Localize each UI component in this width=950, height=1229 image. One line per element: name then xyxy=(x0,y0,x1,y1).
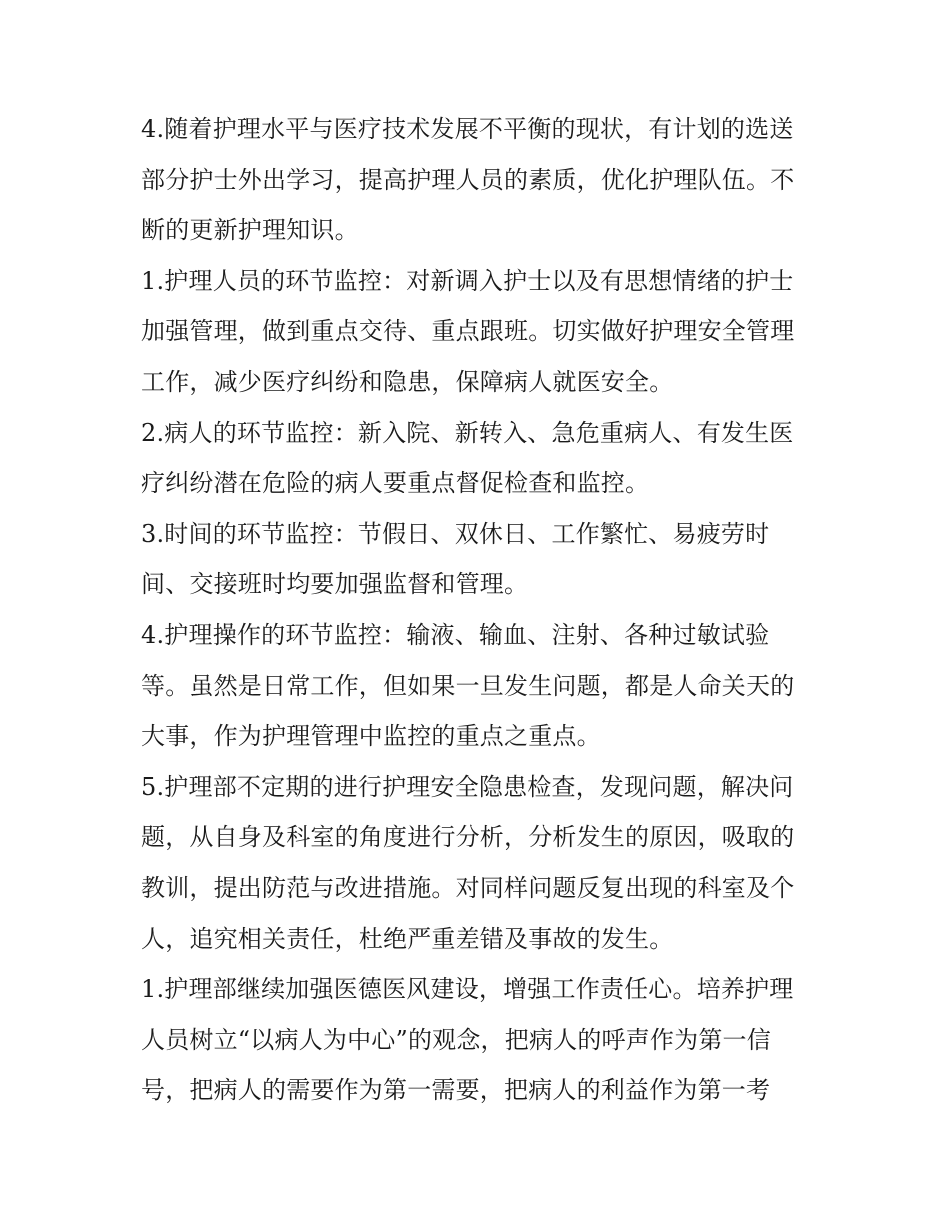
text-line: 断的更新护理知识。 xyxy=(141,216,359,245)
text-line: 大事，作为护理管理中监控的重点之重点。 xyxy=(141,722,601,751)
text-line: 间、交接班时均要加强监督和管理。 xyxy=(141,570,529,599)
text-line: 疗纠纷潜在危险的病人要重点督促检查和监控。 xyxy=(141,469,650,498)
text-line: 号，把病人的需要作为第一需要，把病人的利益作为第一考 xyxy=(141,1076,771,1105)
text-line: 教训，提出防范与改进措施。对同样问题反复出现的科室及个 xyxy=(141,873,795,902)
text-line: 3.时间的环节监控：节假日、双休日、工作繁忙、易疲劳时 xyxy=(141,519,770,548)
text-line: 4.随着护理水平与医疗技术发展不平衡的现状，有计划的选送 xyxy=(141,115,794,143)
document-body xyxy=(141,104,821,1116)
text-line: 1.护理部继续加强医德医风建设，增强工作责任心。培养护理 xyxy=(141,975,794,1004)
text-line: 加强管理，做到重点交待、重点跟班。切实做好护理安全管理 xyxy=(141,317,795,346)
text-line: 工作，减少医疗纠纷和隐患，保障病人就医安全。 xyxy=(141,367,674,396)
text-line: 5.护理部不定期的进行护理安全隐患检查，发现问题，解决问 xyxy=(141,772,794,801)
text-line: 人，追究相关责任，杜绝严重差错及事故的发生。 xyxy=(141,924,674,953)
text-line: 人员树立“以病人为中心”的观念，把病人的呼声作为第一信 xyxy=(141,1025,771,1054)
text-line: 等。虽然是日常工作，但如果一旦发生问题，都是人命关天的 xyxy=(141,671,795,700)
text-line: 题，从自身及科室的角度进行分析，分析发生的原因，吸取的 xyxy=(141,823,795,852)
text-line: 1.护理人员的环节监控：对新调入护士以及有思想情绪的护士 xyxy=(141,266,794,295)
text-line: 部分护士外出学习，提高护理人员的素质，优化护理队伍。不 xyxy=(141,165,795,194)
text-line: 4.护理操作的环节监控：输液、输血、注射、各种过敏试验 xyxy=(141,620,770,649)
text-line: 2.病人的环节监控：新入院、新转入、急危重病人、有发生医 xyxy=(141,418,794,447)
